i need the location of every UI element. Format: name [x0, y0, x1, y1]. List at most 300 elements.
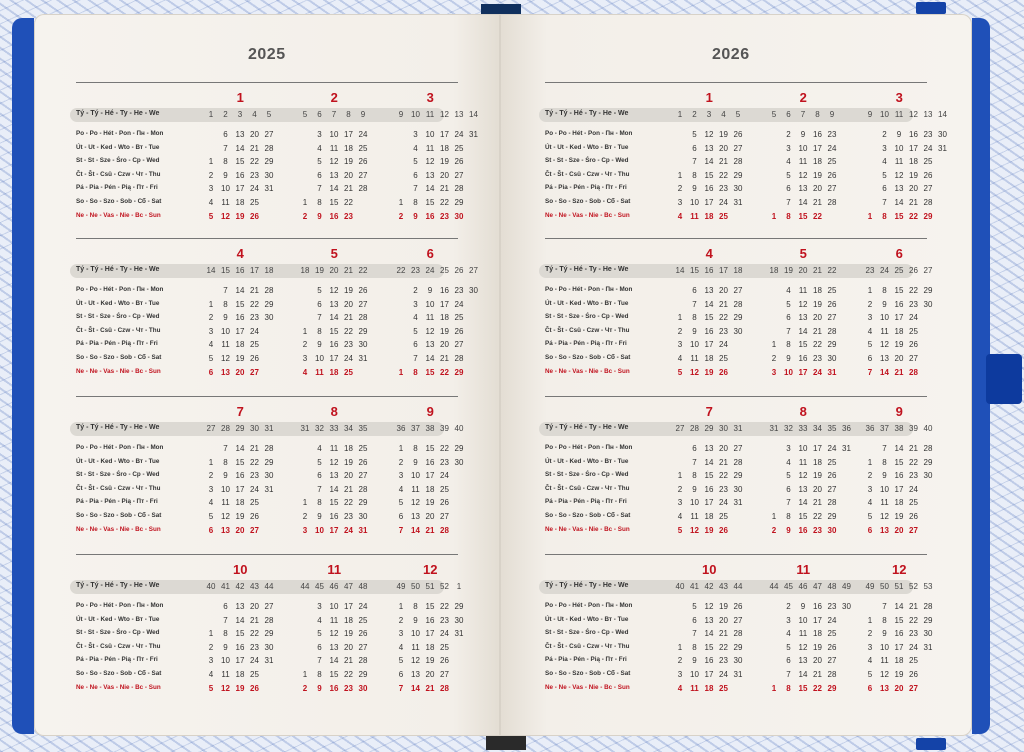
day-cell: 25	[923, 157, 933, 167]
day-cell: 20	[719, 444, 728, 453]
day-cell: 24	[344, 354, 353, 363]
day-cell: 17	[440, 299, 449, 309]
day-cell: 26	[358, 286, 368, 295]
day-cell: 22	[440, 602, 449, 611]
day-cell: 31	[469, 130, 478, 139]
week-number: 31	[769, 424, 779, 433]
day-cell: 27	[827, 313, 837, 323]
week-number: 39	[440, 424, 449, 433]
week-number: 15	[221, 266, 230, 275]
day-cell: 26	[250, 512, 259, 521]
week-header-label: Tý - Tý - Hé - Ty - He - We	[545, 582, 629, 589]
day-cell: 29	[827, 512, 837, 521]
day-cell: 21	[344, 484, 353, 494]
week-number: 36	[396, 424, 406, 433]
day-cell: 1	[208, 299, 214, 309]
week-number: 37	[411, 424, 420, 433]
week-number: 27	[206, 424, 216, 433]
week-number: 27	[469, 266, 478, 275]
day-cell: 30	[454, 211, 464, 221]
day-cell: 27	[454, 170, 464, 180]
day-cell: 8	[317, 326, 322, 336]
day-cell: 19	[909, 170, 918, 180]
week-number: 52	[909, 582, 918, 591]
page-right	[500, 14, 972, 736]
day-cell: 6	[867, 525, 873, 535]
day-cell: 13	[704, 143, 714, 153]
week-number: 45	[315, 582, 324, 591]
pen-loop[interactable]	[986, 354, 1022, 404]
week-number: 22	[396, 266, 406, 275]
day-cell: 20	[250, 602, 259, 611]
day-cell: 7	[317, 184, 322, 194]
day-cell: 18	[344, 143, 353, 153]
day-cell: 17	[813, 615, 822, 625]
day-cell: 11	[894, 157, 904, 167]
day-cell: 8	[882, 615, 887, 625]
day-cell: 28	[733, 457, 743, 467]
day-cell: 2	[771, 354, 777, 363]
day-cell: 21	[909, 602, 918, 611]
day-cell: 16	[329, 211, 339, 221]
day-cell: 15	[235, 299, 245, 309]
day-cell: 16	[329, 512, 339, 521]
day-cell: 16	[425, 211, 435, 221]
day-cell: 27	[358, 170, 368, 180]
day-cell: 21	[813, 498, 822, 508]
day-cell: 6	[317, 299, 322, 309]
week-number: 43	[719, 582, 728, 591]
day-cell: 26	[827, 471, 837, 481]
day-cell: 16	[329, 683, 339, 693]
day-cell: 10	[221, 184, 230, 194]
day-cell: 28	[358, 484, 368, 494]
day-cell: 3	[786, 143, 791, 153]
day-cell: 23	[813, 525, 822, 535]
day-cell: 5	[398, 656, 404, 666]
month-number: 1	[236, 90, 244, 105]
day-cell: 22	[719, 170, 728, 180]
week-number: 5	[266, 110, 272, 119]
day-cell: 9	[800, 602, 806, 611]
quarter-divider	[545, 82, 927, 83]
day-cell: 5	[317, 629, 322, 639]
day-cell: 6	[317, 642, 322, 652]
day-cell: 14	[235, 286, 245, 295]
day-cell: 7	[882, 198, 887, 207]
day-cell: 27	[923, 184, 933, 194]
quarter-block	[545, 82, 947, 232]
day-cell: 24	[719, 498, 728, 508]
weekday-label: St - St - Sze - Śro - Ср - Wed	[545, 313, 629, 321]
day-cell: 6	[223, 130, 228, 139]
month-number: 12	[892, 562, 907, 577]
day-cell: 24	[440, 629, 449, 639]
day-cell: 3	[677, 670, 683, 679]
day-cell: 10	[880, 642, 889, 652]
day-cell: 30	[938, 130, 947, 139]
day-cell: 14	[329, 484, 339, 494]
day-cell: 22	[344, 198, 353, 207]
day-cell: 3	[398, 471, 404, 481]
day-cell: 11	[690, 354, 699, 363]
weekday-label: Pá - Pia - Pén - Pią - Пт - Fri	[545, 498, 627, 506]
week-number: 31	[264, 424, 274, 433]
day-cell: 14	[329, 313, 339, 323]
day-cell: 3	[317, 602, 322, 611]
day-cell: 10	[690, 498, 699, 508]
day-cell: 4	[317, 615, 322, 625]
weekday-label: Ne - Ne - Vas - Nie - Вс - Sun	[76, 525, 161, 533]
year-title-left: 2025	[248, 46, 286, 63]
day-cell: 22	[250, 299, 259, 309]
day-cell: 16	[798, 525, 808, 535]
week-number: 18	[733, 266, 743, 275]
day-cell: 19	[344, 629, 353, 639]
week-number: 4	[721, 110, 726, 119]
day-cell: 15	[798, 683, 808, 693]
week-number: 29	[704, 424, 714, 433]
day-cell: 7	[398, 525, 404, 535]
day-cell: 18	[235, 198, 245, 207]
month-number: 3	[426, 90, 434, 105]
weekday-label: Po - Po - Hét - Pon - Пн - Mon	[76, 286, 164, 293]
week-number: 11	[894, 110, 904, 119]
day-cell: 21	[909, 444, 918, 453]
day-cell: 13	[880, 354, 889, 363]
day-cell: 26	[358, 457, 368, 467]
day-cell: 31	[358, 354, 368, 363]
day-cell: 12	[425, 326, 435, 336]
day-cell: 1	[208, 457, 214, 467]
day-cell: 21	[813, 670, 822, 679]
month-number: 8	[330, 404, 338, 419]
day-cell: 1	[302, 198, 308, 207]
weekday-label: So - So - Szo - Sob - Сб - Sat	[545, 198, 631, 205]
day-cell: 21	[813, 198, 822, 207]
day-cell: 16	[894, 471, 904, 481]
day-cell: 29	[358, 498, 368, 508]
day-cell: 9	[692, 184, 697, 194]
week-number: 18	[300, 266, 310, 275]
day-cell: 17	[813, 143, 822, 153]
day-cell: 21	[344, 656, 353, 666]
week-number: 3	[237, 110, 243, 119]
day-cell: 19	[894, 670, 904, 679]
week-number: 5	[302, 110, 308, 119]
week-number: 22	[358, 266, 368, 275]
day-cell: 6	[867, 683, 873, 693]
day-cell: 29	[733, 170, 743, 180]
week-number: 23	[411, 266, 420, 275]
day-cell: 27	[909, 683, 918, 693]
day-cell: 26	[250, 683, 259, 693]
day-cell: 26	[454, 326, 464, 336]
week-number: 31	[300, 424, 310, 433]
day-cell: 14	[235, 444, 245, 453]
weekday-label: Po - Po - Hét - Pon - Пн - Mon	[545, 130, 633, 137]
day-cell: 19	[235, 512, 245, 521]
day-cell: 5	[208, 354, 214, 363]
day-cell: 13	[235, 130, 245, 139]
day-cell: 13	[880, 525, 889, 535]
day-cell: 2	[677, 184, 683, 194]
day-cell: 8	[692, 170, 697, 180]
day-cell: 11	[690, 683, 699, 693]
week-number: 19	[315, 266, 324, 275]
day-cell: 5	[882, 170, 887, 180]
day-cell: 11	[425, 143, 435, 153]
month-number: 4	[705, 246, 713, 261]
day-cell: 24	[909, 484, 918, 494]
week-header-label: Tý - Tý - Hé - Ty - He - We	[76, 110, 160, 117]
month-number: 5	[799, 246, 807, 261]
day-cell: 5	[317, 286, 322, 295]
day-cell: 21	[909, 198, 918, 207]
day-cell: 22	[719, 471, 728, 481]
weekday-label: St - St - Sze - Śro - Ср - Wed	[76, 629, 160, 637]
day-cell: 30	[827, 354, 837, 363]
week-number: 11	[425, 110, 435, 119]
day-cell: 23	[344, 683, 353, 693]
day-cell: 19	[813, 642, 822, 652]
day-cell: 5	[317, 157, 322, 167]
day-cell: 23	[344, 211, 353, 221]
day-cell: 24	[827, 444, 837, 453]
day-cell: 15	[329, 498, 339, 508]
day-cell: 20	[235, 525, 245, 535]
day-cell: 2	[302, 340, 308, 350]
week-number: 26	[909, 266, 918, 275]
day-cell: 26	[358, 629, 368, 639]
day-cell: 17	[798, 367, 808, 377]
week-number: 6	[317, 110, 322, 119]
day-cell: 22	[344, 670, 353, 679]
weekday-label: Ne - Ne - Vas - Nie - Вс - Sun	[76, 211, 161, 219]
day-cell: 6	[413, 170, 418, 180]
day-cell: 25	[250, 670, 259, 679]
month-number: 2	[799, 90, 807, 105]
day-cell: 25	[344, 367, 353, 377]
day-cell: 9	[223, 170, 228, 180]
day-cell: 11	[315, 367, 324, 377]
week-number: 30	[719, 424, 728, 433]
week-number: 36	[865, 424, 875, 433]
week-number: 28	[221, 424, 230, 433]
day-cell: 19	[344, 286, 353, 295]
day-cell: 11	[329, 143, 339, 153]
weekday-label: Čt - Št - Csü - Czw - Чт - Thu	[545, 484, 630, 492]
weekday-label: Ne - Ne - Vas - Nie - Вс - Sun	[545, 211, 630, 219]
day-cell: 24	[827, 143, 837, 153]
day-cell: 23	[344, 340, 353, 350]
day-cell: 19	[704, 367, 714, 377]
day-cell: 30	[733, 656, 743, 666]
day-cell: 12	[690, 367, 699, 377]
month-number: 1	[705, 90, 713, 105]
day-cell: 17	[704, 670, 714, 679]
day-cell: 25	[827, 286, 837, 295]
day-cell: 26	[733, 602, 743, 611]
day-cell: 1	[771, 512, 777, 521]
day-cell: 13	[425, 340, 435, 350]
day-cell: 22	[344, 326, 353, 336]
day-cell: 14	[329, 656, 339, 666]
day-cell: 28	[454, 354, 464, 363]
day-cell: 19	[235, 211, 245, 221]
day-cell: 5	[677, 367, 683, 377]
week-number: 3	[706, 110, 712, 119]
day-cell: 2	[398, 211, 404, 221]
cover-edge-left	[12, 18, 34, 734]
day-cell: 2	[867, 299, 873, 309]
week-number: 7	[800, 110, 806, 119]
week-number: 49	[842, 582, 851, 591]
day-cell: 10	[329, 130, 339, 139]
day-cell: 23	[719, 184, 728, 194]
weekday-label: Pá - Pia - Pén - Pią - Пт - Fri	[545, 184, 627, 192]
day-cell: 24	[813, 367, 822, 377]
day-cell: 16	[425, 615, 435, 625]
day-cell: 18	[813, 157, 822, 167]
day-cell: 15	[704, 313, 714, 323]
day-cell: 12	[880, 670, 889, 679]
day-cell: 7	[692, 157, 697, 167]
week-number: 10	[411, 110, 420, 119]
day-cell: 7	[398, 683, 404, 693]
day-cell: 8	[223, 457, 228, 467]
day-cell: 16	[235, 313, 245, 323]
quarter-divider	[545, 554, 927, 555]
day-cell: 22	[250, 157, 259, 167]
week-number: 35	[827, 424, 837, 433]
week-header-label: Tý - Tý - Hé - Ty - He - We	[76, 582, 160, 589]
day-cell: 21	[440, 354, 449, 363]
day-cell: 3	[413, 130, 418, 139]
week-number: 13	[923, 110, 933, 119]
day-cell: 15	[894, 615, 904, 625]
day-cell: 29	[923, 286, 933, 295]
day-cell: 10	[690, 198, 699, 207]
day-cell: 2	[398, 615, 404, 625]
week-number: 9	[360, 110, 366, 119]
day-cell: 24	[344, 525, 353, 535]
day-cell: 24	[454, 130, 464, 139]
week-header-label: Tý - Tý - Hé - Ty - He - We	[76, 424, 160, 431]
day-cell: 1	[867, 211, 873, 221]
day-cell: 26	[909, 670, 918, 679]
day-cell: 1	[302, 498, 308, 508]
day-cell: 22	[440, 367, 449, 377]
day-cell: 17	[344, 130, 353, 139]
day-cell: 17	[425, 629, 435, 639]
day-cell: 10	[329, 602, 339, 611]
day-cell: 6	[223, 602, 228, 611]
day-cell: 29	[733, 642, 743, 652]
day-cell: 26	[827, 170, 837, 180]
day-cell: 10	[221, 656, 230, 666]
day-cell: 6	[867, 354, 873, 363]
week-number: 38	[425, 424, 435, 433]
day-cell: 1	[771, 340, 777, 350]
day-cell: 8	[413, 367, 418, 377]
day-cell: 13	[798, 656, 808, 666]
day-cell: 1	[302, 670, 308, 679]
day-cell: 20	[425, 670, 435, 679]
weekday-label: Po - Po - Hét - Pon - Пн - Mon	[76, 602, 164, 609]
day-cell: 4	[867, 498, 873, 508]
day-cell: 30	[733, 326, 743, 336]
day-cell: 1	[208, 629, 214, 639]
week-number: 9	[829, 110, 835, 119]
day-cell: 27	[827, 484, 837, 494]
week-number: 36	[842, 424, 851, 433]
day-cell: 18	[813, 629, 822, 639]
day-cell: 2	[413, 286, 418, 295]
day-cell: 3	[208, 484, 214, 494]
day-cell: 29	[454, 444, 464, 453]
day-cell: 19	[894, 340, 904, 350]
day-cell: 4	[677, 211, 683, 221]
day-cell: 8	[882, 211, 887, 221]
weekday-label: Ne - Ne - Vas - Nie - Вс - Sun	[545, 367, 630, 375]
day-cell: 10	[411, 629, 420, 639]
day-cell: 21	[425, 525, 435, 535]
day-cell: 17	[894, 313, 904, 323]
day-cell: 20	[813, 484, 822, 494]
week-number: 18	[769, 266, 779, 275]
day-cell: 15	[329, 326, 339, 336]
day-cell: 10	[221, 484, 230, 494]
weekday-label: Pá - Pia - Pén - Pią - Пт - Fri	[545, 656, 627, 664]
elastic-band-top	[916, 2, 946, 14]
quarter-divider	[76, 82, 458, 83]
day-cell: 2	[882, 130, 887, 139]
day-cell: 12	[221, 354, 230, 363]
weekday-label: Ne - Ne - Vas - Nie - Вс - Sun	[545, 683, 630, 691]
weekday-label: Út - Ut - Ked - Wto - Вт - Tue	[545, 615, 629, 623]
day-cell: 5	[677, 525, 683, 535]
day-cell: 5	[692, 602, 697, 611]
day-cell: 13	[704, 615, 714, 625]
day-cell: 28	[733, 157, 743, 167]
day-cell: 11	[221, 198, 230, 207]
day-cell: 18	[235, 670, 245, 679]
day-cell: 23	[250, 471, 259, 481]
day-cell: 1	[398, 602, 404, 611]
week-number: 46	[798, 582, 808, 591]
day-cell: 15	[235, 629, 245, 639]
day-cell: 16	[813, 602, 822, 611]
day-cell: 16	[704, 656, 714, 666]
month-number: 11	[327, 562, 342, 577]
week-number: 17	[719, 266, 728, 275]
day-cell: 9	[427, 286, 433, 295]
day-cell: 27	[827, 184, 837, 194]
weekday-label: Po - Po - Hét - Pon - Пн - Mon	[545, 286, 633, 293]
day-cell: 15	[329, 670, 339, 679]
day-cell: 10	[690, 340, 699, 350]
day-cell: 16	[235, 642, 245, 652]
day-cell: 24	[358, 602, 368, 611]
day-cell: 31	[264, 484, 274, 494]
day-cell: 9	[692, 326, 697, 336]
day-cell: 19	[719, 130, 728, 139]
day-cell: 25	[358, 444, 368, 453]
day-cell: 15	[425, 602, 435, 611]
week-number: 34	[813, 424, 822, 433]
day-cell: 26	[719, 525, 728, 535]
